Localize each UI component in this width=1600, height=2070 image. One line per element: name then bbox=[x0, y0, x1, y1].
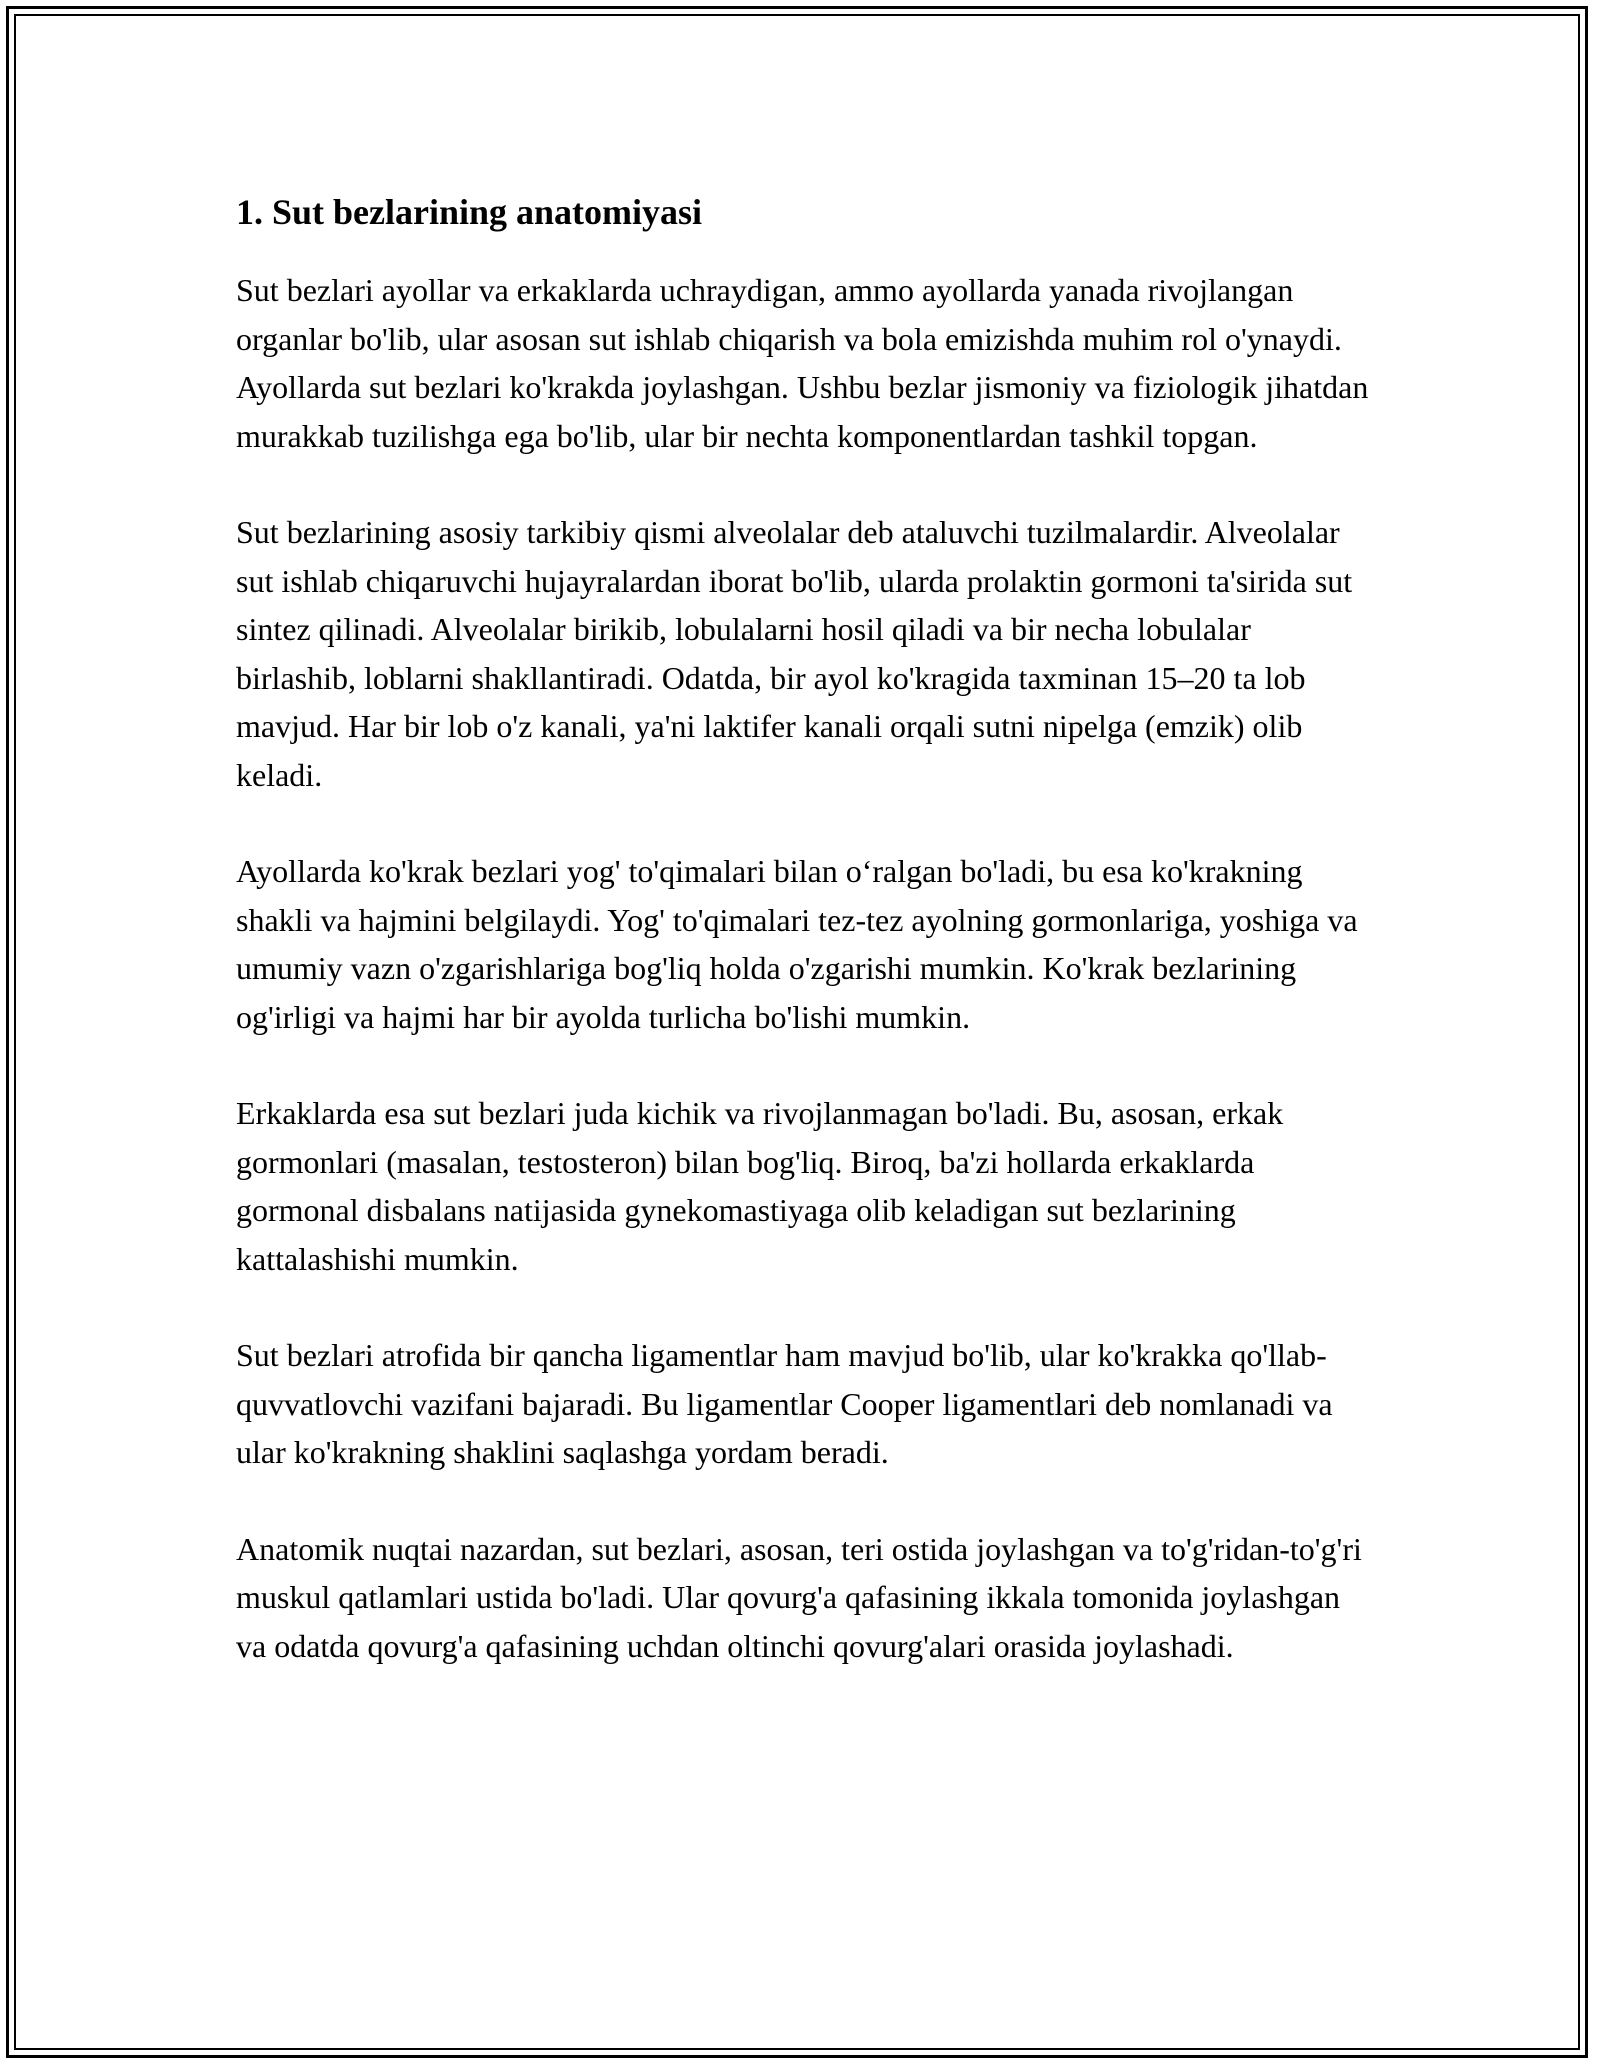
paragraph-3: Ayollarda ko'krak bezlari yog' to'qimalari bilan o‘ralgan bo'ladi, bu esa ko'krakning shakli va hajmini belgilaydi. Yog' to'qimalari tez-tez ayolning gormonlariga, yoshiga va umumiy vazn o'zgarishlariga bog'liq holda o'zgarishi mumkin. Ko'krak bezlarining og'irligi va hajmi har bir ayolda turlicha bo'lishi mumkin. bbox=[236, 853, 1358, 1035]
document-body bbox=[236, 188, 1376, 1718]
paragraph-5: Sut bezlari atrofida bir qancha ligamentlar ham mavjud bo'lib, ular ko'krakka qo'llab-quvvatlovchi vazifani bajaradi. Bu ligamentlar Cooper ligamentlari deb nomlanadi va ular ko'krakning shaklini saqlashga yordam beradi. bbox=[236, 1337, 1333, 1470]
paragraph-1: Sut bezlari ayollar va erkaklarda uchraydigan, ammo ayollarda yanada rivojlangan organlar bo'lib, ular asosan sut ishlab chiqarish va bola emizishda muhim rol o'ynaydi. Ayollarda sut bezlari ko'krakda joylashgan. Ushbu bezlar jismoniy va fiziologik jihatdan murakkab tuzilishga ega bo'lib, ular bir nechta komponentlardan tashkil topgan. bbox=[236, 272, 1369, 454]
section-heading: 1. Sut bezlarining anatomiyasi bbox=[236, 192, 703, 232]
paragraph-6: Anatomik nuqtai nazardan, sut bezlari, asosan, teri ostida joylashgan va to'g'ridan-to'g'ri muskul qatlamlari ustida bo'ladi. Ular qovurg'a qafasining ikkala tomonida joylashgan va odatda qovurg'a qafasining uchdan oltinchi qovurg'alari orasida joylashadi. bbox=[236, 1530, 1362, 1664]
paragraph-2: Sut bezlarining asosiy tarkibiy qismi alveolalar deb ataluvchi tuzilmalardir. Alveolalar sut ishlab chiqaruvchi hujayralardan iborat bo'lib, ularda prolaktin gormoni ta'sirida sut sintez qilinadi. Alveolalar birikib, lobulalarni hosil qiladi va bir necha lobulalar birlashib, loblarni shakllantiradi. Odatda, bir ayol ko'kragida taxminan 15–20 ta lob mavjud. Har bir lob o'z kanali, ya'ni laktifer kanali orqali sutni nipelga (emzik) olib keladi. bbox=[236, 514, 1353, 793]
paragraph-4: Erkaklarda esa sut bezlari juda kichik va rivojlanmagan bo'ladi. Bu, asosan, erkak gormonlari (masalan, testosteron) bilan bog'liq. Biroq, ba'zi hollarda erkaklarda gormonal disbalans natijasida gynekomastiyaga olib keladigan sut bezlarining kattalashishi mumkin. bbox=[236, 1095, 1284, 1277]
